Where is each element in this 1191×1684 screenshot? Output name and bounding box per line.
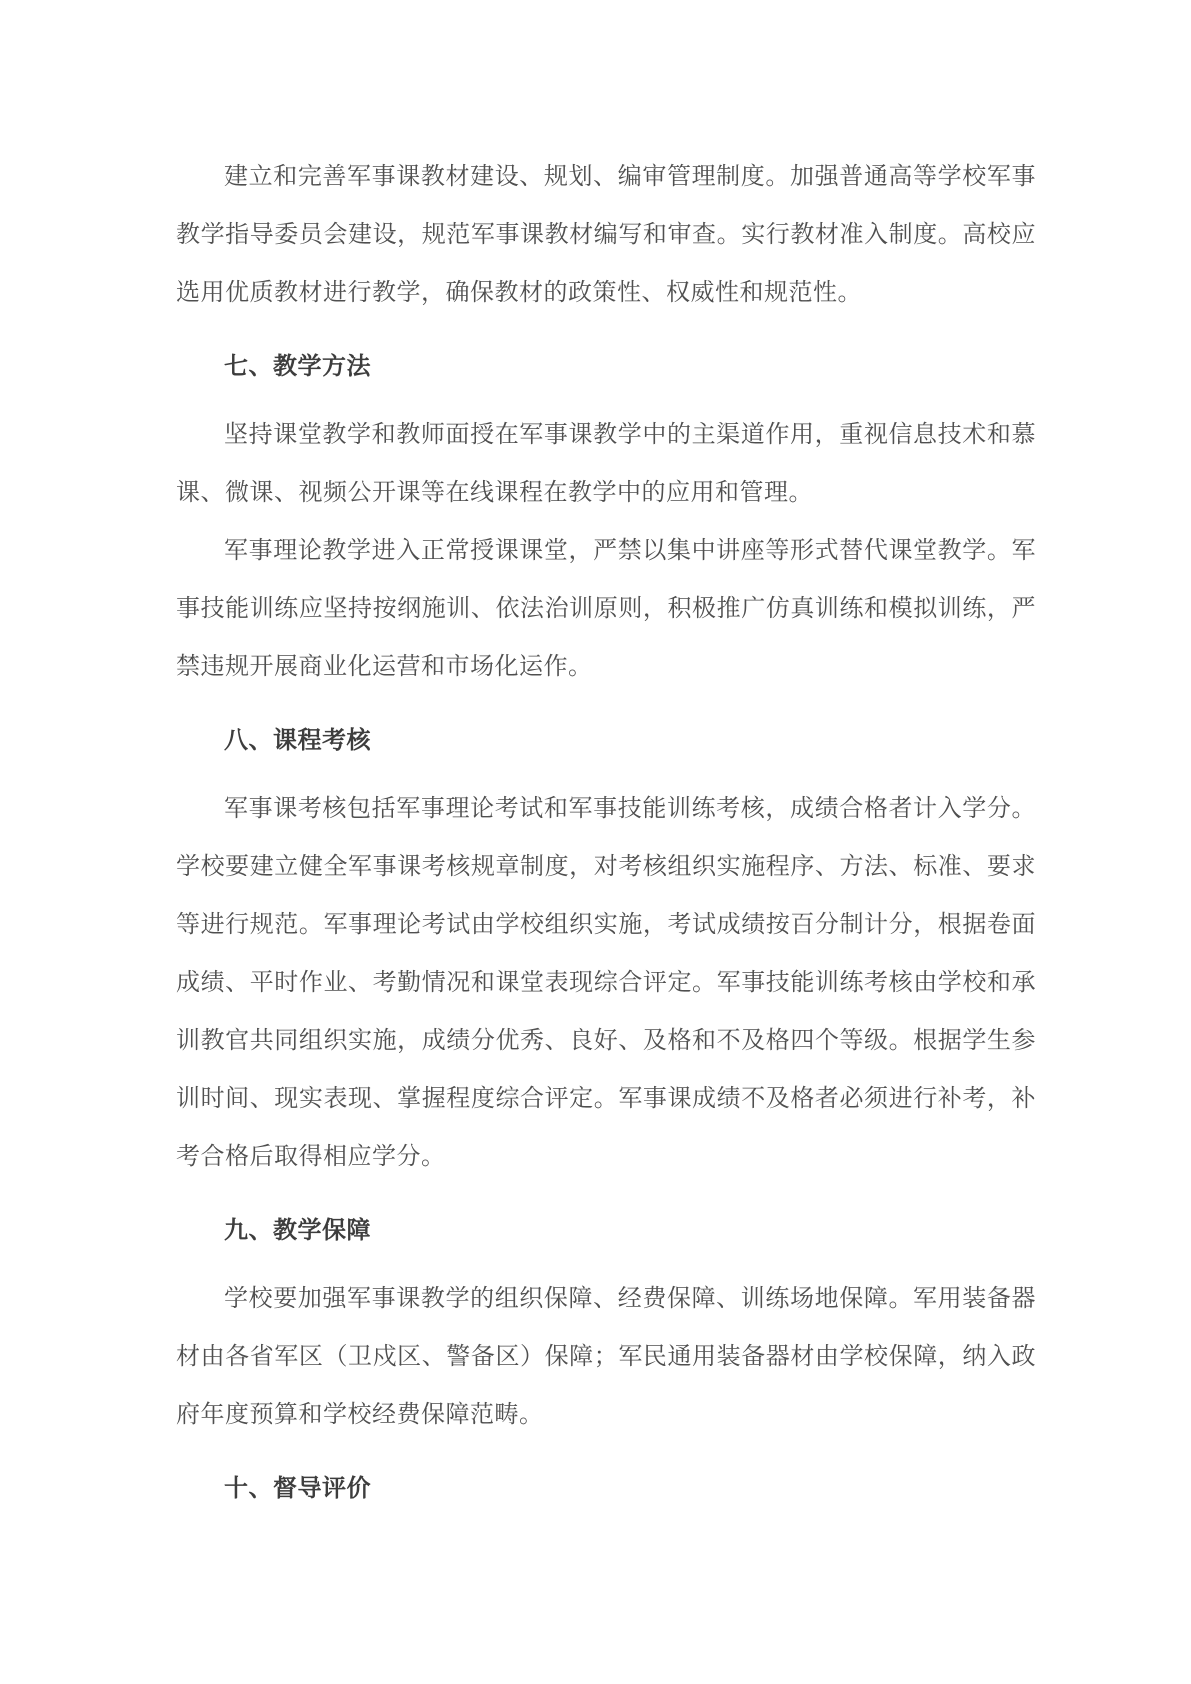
section-heading: 十、督导评价 (224, 1475, 371, 1502)
section-heading: 七、教学方法 (224, 353, 371, 380)
body-paragraph: 坚持课堂教学和教师面授在军事课教学中的主渠道作用，重视信息技术和慕课、微课、视频公开课等在线课程在教学中的应用和管理。 (176, 421, 1036, 506)
body-paragraph: 军事理论教学进入正常授课课堂，严禁以集中讲座等形式替代课堂教学。军事技能训练应坚持按纲施训、依法治训原则，积极推广仿真训练和模拟训练，严禁违规开展商业化运营和市场化运作。 (176, 537, 1036, 680)
body-paragraph: 军事课考核包括军事理论考试和军事技能训练考核，成绩合格者计入学分。学校要建立健全军事课考核规章制度，对考核组织实施程序、方法、标准、要求等进行规范。军事理论考试由学校组织实施，考试成绩按百分制计分，根据卷面成绩、平时作业、考勤情况和课堂表现综合评定。军事技能训练考核由学校和承训教官共同组织实施，成绩分优秀、良好、及格和不及格四个等级。根据学生参训时间、现实表现、掌握程度综合评定。军事课成绩不及格者必须进行补考，补考合格后取得相应学分。 (176, 795, 1036, 1170)
section-heading: 八、课程考核 (224, 727, 371, 754)
body-paragraph: 学校要加强军事课教学的组织保障、经费保障、训练场地保障。军用装备器材由各省军区（卫戍区、警备区）保障；军民通用装备器材由学校保障，纳入政府年度预算和学校经费保障范畴。 (176, 1285, 1036, 1428)
section-heading: 九、教学保障 (224, 1217, 371, 1244)
body-paragraph: 建立和完善军事课教材建设、规划、编审管理制度。加强普通高等学校军事教学指导委员会建设，规范军事课教材编写和审查。实行教材准入制度。高校应选用优质教材进行教学，确保教材的政策性、权威性和规范性。 (176, 163, 1036, 306)
document-content (176, 148, 1036, 1518)
